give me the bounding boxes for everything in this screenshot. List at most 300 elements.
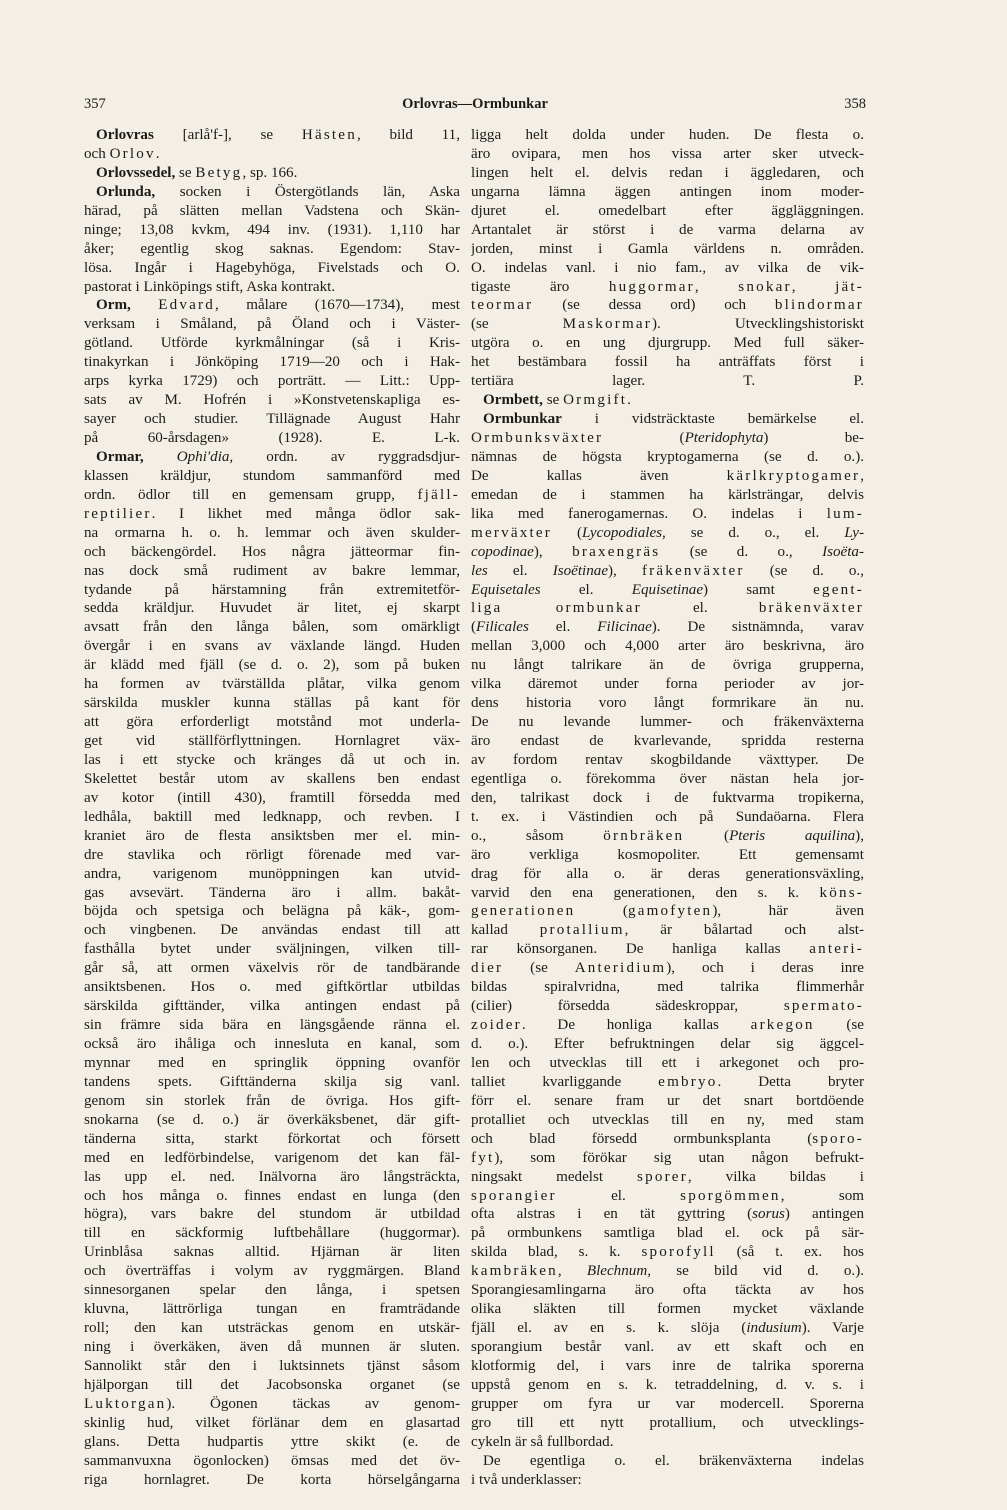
text-line xyxy=(84,1376,460,1395)
text-run: är klädd med fjäll (se d. o. 2), som på buken xyxy=(84,657,460,674)
text-run: glans. Detta hudpartis yttre skikt (e. de xyxy=(84,1433,460,1450)
spaced-term: fyt xyxy=(471,1149,495,1166)
text-line xyxy=(84,978,460,997)
text-line xyxy=(471,789,864,808)
text-run: ligga helt dolda under huden. De flesta o. xyxy=(471,127,864,143)
latin-term: Isoëtinae xyxy=(552,562,609,579)
text-line xyxy=(84,827,460,846)
text-run: till en säckformig luftbehållare (huggormar). xyxy=(84,1225,460,1242)
text-run: åker; egentlig skog saknas. Egendom: Stav- xyxy=(84,240,460,257)
text-line xyxy=(84,1149,460,1168)
text-line xyxy=(471,694,864,713)
text-line xyxy=(84,1357,460,1376)
latin-term: Pteris aquilina xyxy=(729,827,856,844)
spaced-term: Maskormar xyxy=(562,316,653,333)
text-run: el. xyxy=(528,619,598,636)
text-run: härad, på slätten mellan Vadstena och Skän- xyxy=(84,202,460,219)
text-run: . xyxy=(627,392,631,409)
text-run: gas avsevärt. Tänderna äro i allm. bakåt- xyxy=(84,884,460,901)
text-line xyxy=(84,1452,460,1471)
text-run: ). Varje xyxy=(801,1320,864,1337)
text-run: äro ovipara, men hos vissa arter sker utveck- xyxy=(471,145,864,162)
text-run: sedda kräldjur. Huvudet är litet, ej skarpt xyxy=(84,600,460,617)
text-run: , målare (1670—1734), mest xyxy=(215,297,460,314)
latin-term: les xyxy=(471,562,488,579)
text-run: len och utvecklas till ett i arkegonet och pro- xyxy=(471,1054,864,1071)
text-line xyxy=(84,1073,460,1092)
text-line xyxy=(84,599,460,618)
text-run: sinnesorganen spelar den långa, i spetsen xyxy=(84,1282,460,1299)
text-run: ninge; 13,08 kvkm, 494 inv. (1931). 1,110 har xyxy=(84,221,460,238)
text-line xyxy=(84,997,460,1016)
text-run: se xyxy=(542,392,564,409)
text-run: (cilier) försedda sädeskroppar, xyxy=(471,998,784,1015)
text-run: , xyxy=(860,467,864,484)
text-line xyxy=(84,865,460,884)
text-run: cykeln är så fullbordad. xyxy=(471,1433,614,1450)
text-run: sayer och studier. Tillägnade August Hahr xyxy=(84,411,460,428)
text-run: ordn. ödlor till en gemensam grupp, xyxy=(84,486,418,503)
spaced-term: köns- xyxy=(819,884,864,901)
text-line xyxy=(84,505,460,524)
text-run: tertiära lager. T. P. xyxy=(471,373,864,390)
spaced-term: huggormar xyxy=(608,278,695,295)
spaced-term: teormar xyxy=(471,297,534,314)
latin-term: Lycopodiales, xyxy=(581,524,666,541)
text-run: ning i överkäken, även då munnen är sluten. xyxy=(84,1339,460,1355)
latin-term: Blechnum, xyxy=(586,1263,652,1280)
text-line xyxy=(471,334,864,353)
text-run: klassen kräldjur, stundom sammanförd med xyxy=(84,467,460,484)
text-run: ( xyxy=(471,619,477,636)
text-line xyxy=(471,1224,864,1243)
text-run: kallad xyxy=(471,922,540,939)
latin-term: Equisetinae xyxy=(631,581,704,598)
text-run: tandens spets. Gifttänderna skilja sig vanl. xyxy=(84,1073,460,1090)
text-line xyxy=(471,429,864,448)
text-line xyxy=(84,1092,460,1111)
text-line xyxy=(471,1395,864,1414)
text-line xyxy=(471,884,864,903)
spaced-term: örnbräken xyxy=(603,827,685,844)
text-run: genom sin storlek från de övriga. Hos gift- xyxy=(84,1092,460,1109)
text-run: och vingbenen. De användas endast till att xyxy=(84,922,460,939)
text-line xyxy=(471,1300,864,1319)
text-run: tänderna sitta, starkt förkortat och försett xyxy=(84,1130,460,1147)
spaced-term: Luktorgan xyxy=(84,1395,167,1412)
text-line xyxy=(84,808,460,827)
text-line xyxy=(471,770,864,789)
latin-term: Equisetales xyxy=(471,581,541,598)
text-run: socken i Östergötlands län, Aska xyxy=(155,183,460,200)
text-line xyxy=(471,732,864,751)
text-line xyxy=(471,353,864,372)
text-run: ordn. av ryggradsdjur- xyxy=(233,448,460,465)
text-line xyxy=(471,902,864,921)
text-run: sporangium består vanl. av ett skaft och en xyxy=(471,1339,864,1355)
entry-headword: Orlunda, xyxy=(96,183,156,200)
text-line xyxy=(471,1319,864,1338)
page-number-left: 357 xyxy=(84,96,106,112)
latin-term: copodinae xyxy=(471,543,534,560)
text-run: äro verkliga kosmopoliter. Ett gemensamt xyxy=(471,846,864,863)
text-run xyxy=(131,297,158,313)
text-line xyxy=(84,315,460,334)
text-run: lösa. Ingår i Hagebyhöga, Fivelstads och O. xyxy=(84,259,460,276)
text-run: avsatt från den långa bålen, som omärkligt xyxy=(84,619,460,636)
text-line xyxy=(84,675,460,694)
left-column xyxy=(84,126,460,1490)
text-run: nämnas de högsta kryptogamerna (se d. o.). xyxy=(471,448,864,465)
text-run: . I likhet med många ödlor sak- xyxy=(151,505,460,522)
text-line xyxy=(471,259,864,278)
text-line xyxy=(84,1187,460,1206)
text-run: dens historia voro långt formrikare än nu. xyxy=(471,695,864,712)
text-run: nu långt talrikare än de övriga grupperna, xyxy=(471,657,864,674)
spaced-term: Orlov xyxy=(109,145,156,162)
text-line xyxy=(471,467,864,486)
text-line xyxy=(471,1471,864,1490)
text-line xyxy=(84,183,460,202)
text-line xyxy=(471,1092,864,1111)
text-run: på 60-årsdagen» (1928). E. L-k. xyxy=(84,430,460,446)
text-line xyxy=(84,1414,460,1433)
text-run: fjäll el. av en s. k. slöja ( xyxy=(471,1320,747,1337)
text-line xyxy=(84,1300,460,1319)
spaced-term: Ormgift xyxy=(563,392,628,409)
spaced-term: spermato- xyxy=(783,998,864,1015)
spaced-term: zoider xyxy=(471,1017,522,1034)
text-run: med en ledförbindelse, varigenom det kan fäl- xyxy=(84,1149,460,1166)
text-line xyxy=(471,1168,864,1187)
latin-term: Ophi'dia, xyxy=(176,448,234,465)
text-run: Skelettet består utom av skallens ben endast xyxy=(84,770,460,787)
text-run: las upp el. ned. Inälvorna äro långsträckta, xyxy=(84,1168,460,1185)
text-line xyxy=(471,808,864,827)
text-run: också äro ihåliga och innesluta en kanal, som xyxy=(84,1036,460,1052)
text-line xyxy=(471,1054,864,1073)
text-run: (se xyxy=(814,1017,864,1034)
text-run: ( xyxy=(551,524,582,541)
text-line xyxy=(471,315,864,334)
text-run: se xyxy=(175,164,196,181)
text-run: Artantalet är störst i de varma delarna av xyxy=(471,221,864,238)
entry-headword: Orlovssedel, xyxy=(96,164,176,181)
text-line xyxy=(84,1224,460,1243)
text-run: pastorat i Linköpings stift, Aska kontrakt. xyxy=(84,278,336,295)
text-run: (se dessa ord) och xyxy=(533,297,775,314)
text-run: riga hornlagret. De korta hörselgångarna xyxy=(84,1471,460,1488)
text-line xyxy=(471,656,864,675)
text-line xyxy=(84,562,460,581)
text-run: gro till ett nytt protallium, och utvecklings- xyxy=(471,1414,864,1431)
text-line xyxy=(84,1054,460,1073)
text-run: särskilda muskler kunna ställas på kant för xyxy=(84,695,460,712)
text-line xyxy=(471,959,864,978)
text-run: mynnar med en springlik öppning ovanför xyxy=(84,1054,460,1071)
text-line xyxy=(471,637,864,656)
text-run: i två underklasser: xyxy=(471,1471,582,1488)
text-line xyxy=(471,1111,864,1130)
text-run: ). De sistnämnda, varav xyxy=(651,619,864,636)
text-line xyxy=(471,240,864,259)
text-run: se bild vid d. o.). xyxy=(651,1263,864,1280)
spaced-term: sporofyll xyxy=(641,1244,716,1261)
text-run: i vidsträcktaste bemärkelse el. xyxy=(561,411,864,428)
spaced-term: blindormar xyxy=(774,297,864,314)
text-line xyxy=(84,1035,460,1054)
text-run: , xyxy=(557,1263,587,1280)
text-run: sin främre sida bära en längsgående ränna el. xyxy=(84,1017,460,1034)
text-run: att göra erforderligt motstånd mot underla- xyxy=(84,714,460,731)
text-run: . De honliga kallas xyxy=(521,1017,751,1034)
text-line xyxy=(84,1130,460,1149)
text-run: Urinblåsa saknas alltid. Hjärnan är liten xyxy=(84,1244,460,1261)
text-run: las i ett stycke och kränges då ut och in. xyxy=(84,751,460,768)
entry-headword: Orm, xyxy=(96,297,131,314)
text-line xyxy=(471,921,864,940)
spaced-term: fräkenväxter xyxy=(641,562,745,579)
spaced-term: sporgömmen xyxy=(680,1187,781,1204)
text-line xyxy=(84,921,460,940)
spaced-term: kärlkryptogamer xyxy=(726,467,861,484)
text-run: tinakyrkan i Jönköping 1719—20 och i Hak- xyxy=(84,354,460,371)
text-line xyxy=(471,827,864,846)
text-line xyxy=(84,486,460,505)
spaced-term: Hästen xyxy=(301,127,357,143)
text-line xyxy=(84,1243,460,1262)
spaced-term: generationen xyxy=(471,903,576,920)
right-column xyxy=(471,126,864,1490)
text-line xyxy=(471,1016,864,1035)
text-line xyxy=(84,751,460,770)
text-run: verksam i Småland, på Öland och i Väster- xyxy=(84,316,460,333)
text-run: uppstå genom en s. k. tetraddelning, d. v. s. i xyxy=(471,1376,864,1393)
text-run: och hos många o. finnes endast en lunga (den xyxy=(84,1187,460,1204)
text-line xyxy=(471,278,864,297)
spaced-term: lum- xyxy=(826,505,864,522)
latin-term: indusium xyxy=(746,1320,802,1337)
text-line xyxy=(471,1281,864,1300)
text-run: jorden, minst i Gamla världens n. områden. xyxy=(471,240,864,257)
text-run: och blad försedd ormbunksplanta ( xyxy=(471,1130,813,1147)
text-run: [arlå'f-], se xyxy=(153,127,302,143)
text-run: roll; den kan utsträckas genom en utskär- xyxy=(84,1320,460,1337)
text-run: , är bålartad och alst- xyxy=(624,922,864,939)
text-line xyxy=(471,978,864,997)
text-line xyxy=(471,391,864,410)
text-line xyxy=(84,524,460,543)
text-run: sats av M. Hofrén i »Konstvetenskapliga es- xyxy=(84,392,460,409)
text-run: lingen helt el. delvis redan i äggledaren, och xyxy=(471,164,864,181)
text-run: tydande på härstamning från extremitetför- xyxy=(84,581,460,598)
text-line xyxy=(84,770,460,789)
text-line xyxy=(471,164,864,183)
text-run: ledhåla, baktill med ledknapp, och revben. I xyxy=(84,808,460,825)
spaced-term: sporangier xyxy=(471,1187,557,1204)
text-run: ). Ögonen täckas av genom- xyxy=(166,1395,460,1412)
text-line xyxy=(84,713,460,732)
text-line xyxy=(84,694,460,713)
text-run: . Detta bryter xyxy=(717,1073,864,1090)
text-run: arps kyrka 1729) och porträtt. — Litt.: Upp- xyxy=(84,373,460,390)
text-run: el. xyxy=(540,581,632,598)
text-run: (se d. o., xyxy=(744,562,864,579)
text-run: se d. o., el. xyxy=(665,524,845,541)
text-line xyxy=(471,1149,864,1168)
text-line xyxy=(471,543,864,562)
text-run xyxy=(144,449,177,465)
text-run: Sannolikt står den i luktsinnets tjänst såsom xyxy=(84,1357,460,1374)
text-run: . xyxy=(155,145,160,162)
text-line xyxy=(471,562,864,581)
text-run: ), här även xyxy=(712,903,864,920)
text-run: ), xyxy=(533,543,573,560)
text-run: skilda blad, s. k. xyxy=(471,1244,642,1261)
text-line xyxy=(471,618,864,637)
spaced-term: Ormbunksväxter xyxy=(471,430,604,446)
text-run: protalliet och utvecklas till en ny, med stam xyxy=(471,1111,864,1128)
text-line xyxy=(84,334,460,353)
text-run: och xyxy=(84,145,110,162)
text-run: böjda och spetsiga och belägna på käk-, gom- xyxy=(84,903,460,920)
text-line xyxy=(84,164,460,183)
text-line xyxy=(84,126,460,145)
text-run: förr el. senare fram ur det snart bortdöende xyxy=(471,1092,864,1109)
text-line xyxy=(84,543,460,562)
text-run: De kallas även xyxy=(471,467,727,484)
text-run: dre stavlika och rörligt förenade med var- xyxy=(84,846,460,863)
text-line xyxy=(84,1281,460,1300)
text-line xyxy=(471,713,864,732)
text-run: kluvna, lättrörliga tungan en framträdande xyxy=(84,1301,460,1318)
text-run: andra, varigenom munöppningen kan utvid- xyxy=(84,865,460,882)
text-line xyxy=(84,1338,460,1357)
text-run: ), xyxy=(608,562,642,579)
text-run: ansiktsbenen. Hos o. med giftkörtlar utbildas xyxy=(84,979,460,996)
text-run: lika med fanerogamernas. O. indelas i xyxy=(471,505,827,522)
text-run: ) samt xyxy=(703,581,814,598)
entry-headword: Ormbett, xyxy=(483,392,543,409)
text-run: ), som förökar sig utan någon befrukt- xyxy=(494,1149,864,1166)
text-run: av fordom rentav skogbildande växttyper. De xyxy=(471,751,864,768)
text-run: el. xyxy=(641,600,759,617)
spaced-term: fjäll- xyxy=(417,486,460,503)
text-run: vilka däremot under forna perioder av jor- xyxy=(471,676,864,693)
text-run: ( xyxy=(575,903,628,920)
text-run: klotformig del, i vars inre de talrika sporerna xyxy=(471,1357,864,1374)
text-line xyxy=(84,1262,460,1281)
text-run: mellan 3,000 och 4,000 arter äro beskrivna, äro xyxy=(471,638,864,655)
text-run: kraniet äro de flesta ansiktsben mer el. min- xyxy=(84,827,460,844)
spaced-term: sporer xyxy=(637,1168,688,1185)
text-run: Sporangiesamlingarna äro ofta täckta av hos xyxy=(471,1282,864,1299)
text-line xyxy=(471,183,864,202)
text-run: emedan de i stammen ha kärlsträngar, delvis xyxy=(471,486,864,503)
text-run: (se d. o., xyxy=(660,543,823,560)
text-run: den, talrikast dock i de fuktvarma tropikerna, xyxy=(471,789,864,806)
text-run: egentliga o. förekomma över nästan hela jor- xyxy=(471,770,864,787)
text-run: och överträffas i volym av ryggmärgen. Bland xyxy=(84,1263,460,1280)
latin-term: Ly- xyxy=(844,524,864,541)
text-run: ha formen av tvärställda plåtar, vilka genom xyxy=(84,676,460,693)
spaced-term: kambräken xyxy=(471,1263,558,1280)
text-run: äro endast de kvarlevande, spridda resterna xyxy=(471,733,864,749)
text-run: går så, att ormen växelvis rör de tandbärande xyxy=(84,960,460,977)
latin-term: Filicales xyxy=(476,619,529,636)
text-line xyxy=(84,1395,460,1414)
spaced-term: dier xyxy=(471,960,504,977)
spaced-term: arkegon xyxy=(750,1017,815,1034)
text-line xyxy=(471,865,864,884)
text-run: bildas spiralvridna, med talrika flimmerhår xyxy=(471,979,864,996)
text-line xyxy=(471,1433,864,1452)
text-run: ningsakt medelst xyxy=(471,1168,637,1185)
text-run: djuret el. omedelbart efter äggläggningen. xyxy=(471,202,864,219)
text-run: fasthålla bytet under sväljningen, vilken till- xyxy=(84,941,460,958)
spaced-term: snokar xyxy=(738,278,792,295)
entry-headword: Ormar, xyxy=(96,448,144,465)
text-run: el. xyxy=(487,562,553,579)
latin-term: sorus xyxy=(752,1206,785,1223)
text-run: hjälporgan till det Jacobsonska organet (se xyxy=(84,1376,460,1393)
running-title: Orlovras—Ormbunkar xyxy=(402,96,548,112)
text-run: av kotor (intill 430), framtill försedda med xyxy=(84,789,460,806)
text-run: ( xyxy=(603,430,685,446)
text-run: ) antingen xyxy=(784,1206,864,1223)
spaced-term: merväxter xyxy=(471,524,552,541)
text-line xyxy=(84,581,460,600)
text-run: rar könsorganen. De hanliga kallas xyxy=(471,941,810,958)
text-line xyxy=(84,1111,460,1130)
text-line xyxy=(84,391,460,410)
text-run: , sp. 166. xyxy=(242,164,298,181)
text-line xyxy=(471,751,864,770)
text-line xyxy=(84,221,460,240)
text-run: ofta alstras i en tät gyttring ( xyxy=(471,1206,753,1223)
entry-headword: Orlovras xyxy=(96,127,154,143)
page-header xyxy=(84,96,866,120)
spaced-term: gamofyten xyxy=(627,903,713,920)
text-run: el. xyxy=(556,1187,681,1204)
text-line xyxy=(84,1205,460,1224)
text-run: utgöra o. en ung djurgrupp. Med full säker- xyxy=(471,335,864,352)
text-run: De nu levande lummer- och fräkenväxterna xyxy=(471,714,864,731)
text-line xyxy=(471,486,864,505)
text-run: O. indelas vanl. i nio fam., av vilka de vik- xyxy=(471,259,864,276)
text-line xyxy=(84,353,460,372)
text-run: olika släkten till formen mycket växlande xyxy=(471,1301,864,1318)
text-line xyxy=(471,940,864,959)
text-run: och bäckengördel. Hos några jätteormar fin- xyxy=(84,543,460,560)
text-run: ). Utvecklingshistoriskt xyxy=(652,316,864,333)
spaced-term: Betyg xyxy=(195,164,243,181)
text-line xyxy=(471,1357,864,1376)
text-run: tigaste äro xyxy=(471,278,609,295)
text-line xyxy=(471,410,864,429)
text-line xyxy=(471,202,864,221)
text-line xyxy=(84,467,460,486)
spaced-term: Edvard xyxy=(158,297,216,314)
text-line xyxy=(471,1130,864,1149)
text-run: på ormbunkens samtliga blad el. ock på sär- xyxy=(471,1225,864,1242)
text-line xyxy=(471,1452,864,1471)
text-run: (se xyxy=(503,960,575,977)
text-line xyxy=(84,240,460,259)
text-line xyxy=(471,997,864,1016)
text-run: , som xyxy=(780,1187,864,1204)
text-run: övergår i en svans av växlande längd. Huden xyxy=(84,638,460,655)
